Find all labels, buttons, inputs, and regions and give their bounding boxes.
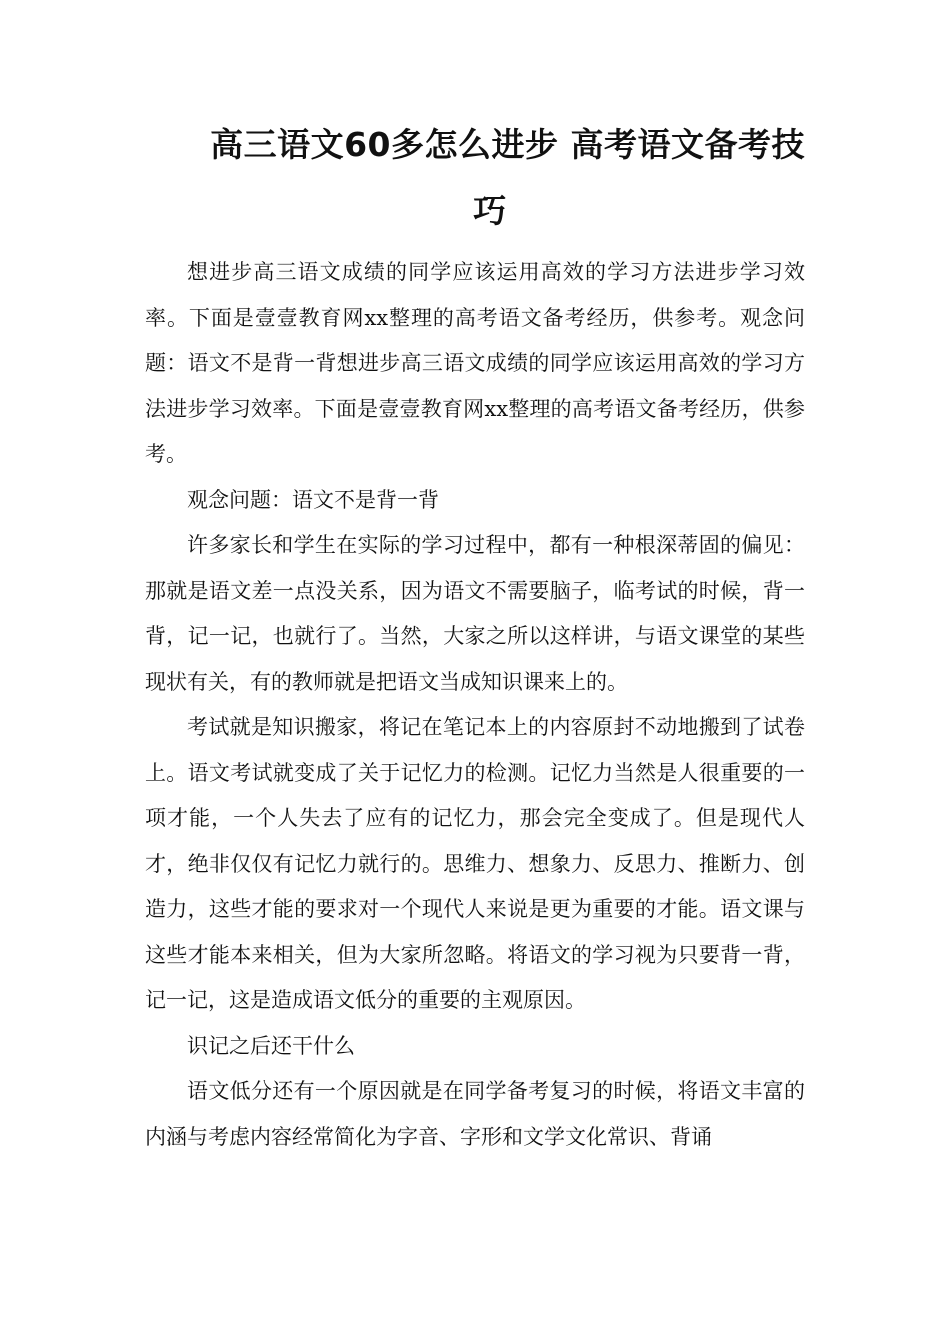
section-heading-concept: 观念问题：语文不是背一背 [187, 487, 439, 512]
title-line-2: 巧 [473, 191, 507, 230]
paragraph-low-score-reason: 语文低分还有一个原因就是在同学备考复习的时候，将语文丰富的内涵与考虑内容经常简化为字音、字形和文学文化常识、背诵 [145, 1079, 805, 1149]
paragraph-memory: 考试就是知识搬家，将记在笔记本上的内容原封不动地搬到了试卷上。语文考试就变成了关于记忆力的检测。记忆力当然是人很重要的一项才能，一个人失去了应有的记忆力，那会完全变成了。但是现代人才，绝非仅仅有记忆力就行的。思维力、想象力、反思力、推断力、创造力，这些才能的要求对一个现代人来说是更为重要的才能。语文课与这些才能本来相关，但为大家所忽略。将语文的学习视为只要背一背，记一记，这是造成语文低分的重要的主观原因。 [145, 715, 805, 1012]
paragraph-bias: 许多家长和学生在实际的学习过程中，都有一种根深蒂固的偏见：那就是语文差一点没关系，因为语文不需要脑子，临考试的时候，背一背，记一记，也就行了。当然，大家之所以这样讲，与语文课堂的某些现状有关，有的教师就是把语文当成知识课来上的。 [145, 533, 805, 694]
section-heading-after-memorizing: 识记之后还干什么 [187, 1033, 355, 1058]
document-body [145, 250, 805, 1160]
title-line-1: 高三语文60多怎么进步 高考语文备考技 [210, 125, 805, 164]
document-title [145, 112, 805, 244]
paragraph-intro: 想进步高三语文成绩的同学应该运用高效的学习方法进步学习效率。下面是壹壹教育网xx整理的高考语文备考经历，供参考。观念问题：语文不是背一背想进步高三语文成绩的同学应该运用高效的学习方法进步学习效率。下面是壹壹教育网xx整理的高考语文备考经历，供参考。 [145, 260, 805, 466]
